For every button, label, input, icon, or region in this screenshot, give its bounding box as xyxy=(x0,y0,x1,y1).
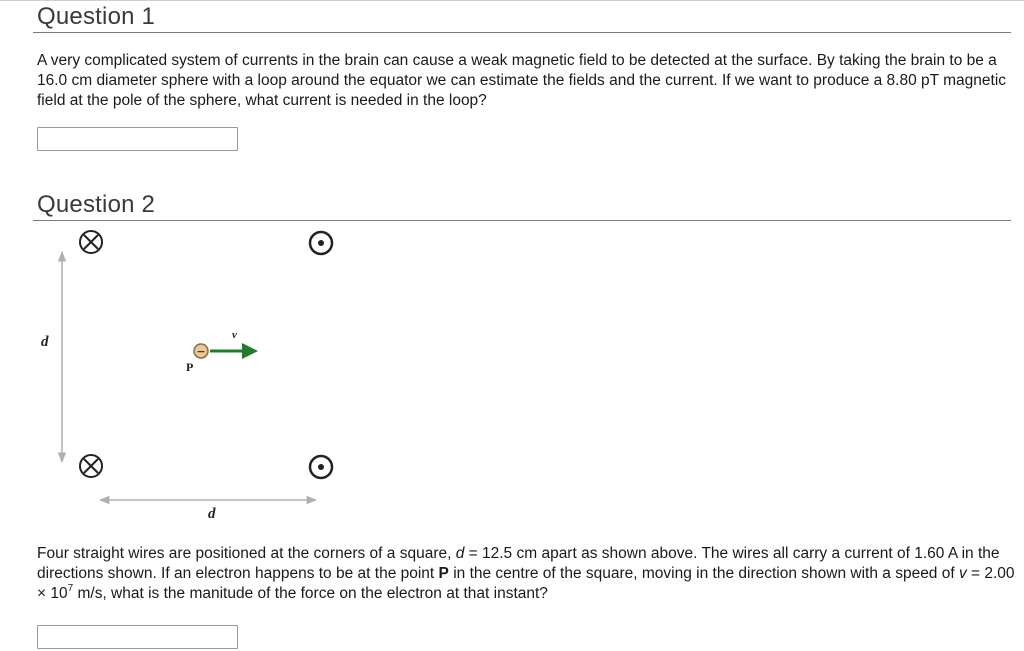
question-2-text: Four straight wires are positioned at the corners of a square, d = 12.5 cm apart as shown above. The wires all carry a current of 1.60 A in the directions shown. If an electron happens to be at the point P in the centre of the square, moving in the direction shown with a speed of $v = 2.00 \times 10^7$ m/s, what is the manitude of the force on the electron at that instant? xyxy=(37,545,1015,602)
velocity-arrow-icon xyxy=(210,343,258,359)
question-2-title: Question 2 xyxy=(37,191,156,218)
wire-into-page-icon-top-left xyxy=(80,231,102,253)
electron-icon xyxy=(194,344,208,358)
top-divider xyxy=(0,0,1024,1)
velocity-label: v xyxy=(232,329,237,341)
wire-square-diagram xyxy=(0,222,1024,522)
wire-out-of-page-icon-top-right xyxy=(310,232,332,254)
question-1-answer-input[interactable] xyxy=(37,127,238,151)
electron-sign: − xyxy=(196,345,206,358)
wire-into-page-icon-bottom-left xyxy=(80,455,102,477)
question-1-title: Question 1 xyxy=(37,3,156,30)
question-1-text: A very complicated system of currents in the brain can cause a weak magnetic field to be detected at the surface. By taking the brain to be a 16.0 cm diameter sphere with a loop around the equator we can estimate the fields and the current. If we want to produce a 8.80 pT magnetic field at the pole of the sphere, what current is needed in the loop? xyxy=(37,52,1007,109)
question-2-answer-input[interactable] xyxy=(37,625,238,649)
point-p-label: P xyxy=(186,360,194,374)
question-2-divider xyxy=(33,220,1011,221)
horizontal-dimension-label: d xyxy=(208,506,216,522)
vertical-dimension-label: d xyxy=(41,334,49,350)
question-1-divider xyxy=(33,32,1011,33)
wire-out-of-page-icon-bottom-right xyxy=(310,456,332,478)
